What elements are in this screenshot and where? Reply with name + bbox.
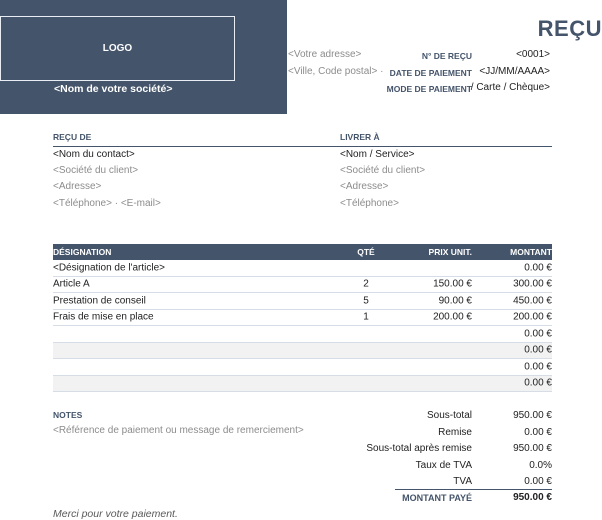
- total-divider: [395, 489, 552, 490]
- subtotal-after-discount-value: 950.00 €: [513, 443, 552, 454]
- row-amount: 0.00 €: [524, 262, 552, 274]
- row-amount: 300.00 €: [513, 278, 552, 290]
- client-phone-email: <Téléphone> · <E-mail>: [53, 198, 161, 209]
- row-amount: 450.00 €: [513, 295, 552, 307]
- thank-you-message: Merci pour votre paiement.: [53, 508, 178, 520]
- row-designation: Frais de mise en place: [53, 311, 154, 323]
- row-quantity: 2: [363, 278, 369, 290]
- row-unit-price: 200.00 €: [433, 311, 472, 323]
- subtotal-value: 950.00 €: [513, 410, 552, 421]
- notes-heading: NOTES: [53, 410, 83, 420]
- subtotal-after-discount-label: Sous-total après remise: [366, 443, 472, 454]
- section-divider: [53, 146, 552, 147]
- table-row[interactable]: [53, 376, 552, 393]
- header-designation: DÉSIGNATION: [53, 247, 112, 257]
- payment-date-label: DATE DE PAIEMENT: [389, 68, 472, 78]
- row-designation: Prestation de conseil: [53, 295, 146, 307]
- row-amount: 0.00 €: [524, 361, 552, 373]
- vat-value: 0.00 €: [524, 476, 552, 487]
- logo-label: LOGO: [102, 43, 133, 54]
- vat-rate-label: Taux de TVA: [415, 460, 472, 471]
- amount-paid-value: 950.00 €: [513, 492, 552, 503]
- table-row[interactable]: [53, 293, 552, 310]
- amount-paid-label: MONTANT PAYÉ: [402, 493, 472, 503]
- row-amount: 0.00 €: [524, 344, 552, 356]
- client-company: <Société du client>: [53, 165, 139, 176]
- delivery-company: <Société du client>: [340, 165, 426, 176]
- table-row[interactable]: [53, 326, 552, 343]
- table-row[interactable]: [53, 359, 552, 376]
- table-row[interactable]: [53, 310, 552, 327]
- row-unit-price: 90.00 €: [438, 295, 472, 307]
- payment-method-label: MODE DE PAIEMENT: [386, 84, 472, 94]
- delivery-name: <Nom / Service>: [340, 149, 415, 160]
- company-name: <Nom de votre société>: [54, 83, 173, 95]
- header-quantity: QTÉ: [357, 247, 375, 257]
- vat-rate-value: 0.0%: [529, 460, 552, 471]
- discount-value: 0.00 €: [524, 427, 552, 438]
- received-from-heading: REÇU DE: [53, 132, 92, 142]
- deliver-to-heading: LIVRER À: [340, 132, 380, 142]
- row-amount: 200.00 €: [513, 311, 552, 323]
- row-amount: 0.00 €: [524, 328, 552, 340]
- delivery-address: <Adresse>: [340, 181, 389, 192]
- notes-text[interactable]: <Référence de paiement ou message de remerciement>: [53, 425, 304, 436]
- header-amount: MONTANT: [510, 247, 552, 257]
- table-row[interactable]: [53, 343, 552, 360]
- row-quantity: 5: [363, 295, 369, 307]
- row-designation: <Désignation de l'article>: [53, 262, 165, 274]
- row-quantity: 1: [363, 311, 369, 323]
- client-contact: <Nom du contact>: [53, 149, 135, 160]
- header-unit-price: PRIX UNIT.: [428, 247, 472, 257]
- row-unit-price: 150.00 €: [433, 278, 472, 290]
- table-row[interactable]: [53, 260, 552, 277]
- receipt-number-value: <0001>: [516, 49, 550, 60]
- sender-address: <Votre adresse>: [288, 49, 362, 60]
- sender-city: <Ville, Code postal> ·: [288, 66, 384, 77]
- payment-method-value: / Carte / Chèque>: [470, 82, 550, 93]
- subtotal-label: Sous-total: [426, 410, 472, 421]
- row-designation: Article A: [53, 278, 90, 290]
- table-row[interactable]: [53, 277, 552, 294]
- document-title: REÇU: [537, 16, 602, 41]
- payment-date-value: <JJ/MM/AAAA>: [479, 66, 550, 77]
- table-header: [53, 244, 552, 260]
- row-amount: 0.00 €: [524, 377, 552, 389]
- delivery-phone: <Téléphone>: [340, 198, 399, 209]
- items-table: [53, 244, 552, 392]
- vat-label: TVA: [453, 476, 472, 487]
- header-band: [0, 0, 287, 114]
- logo-placeholder[interactable]: [0, 16, 235, 81]
- discount-label: Remise: [438, 427, 472, 438]
- receipt-number-label: N° DE REÇU: [421, 51, 472, 61]
- client-address: <Adresse>: [53, 181, 102, 192]
